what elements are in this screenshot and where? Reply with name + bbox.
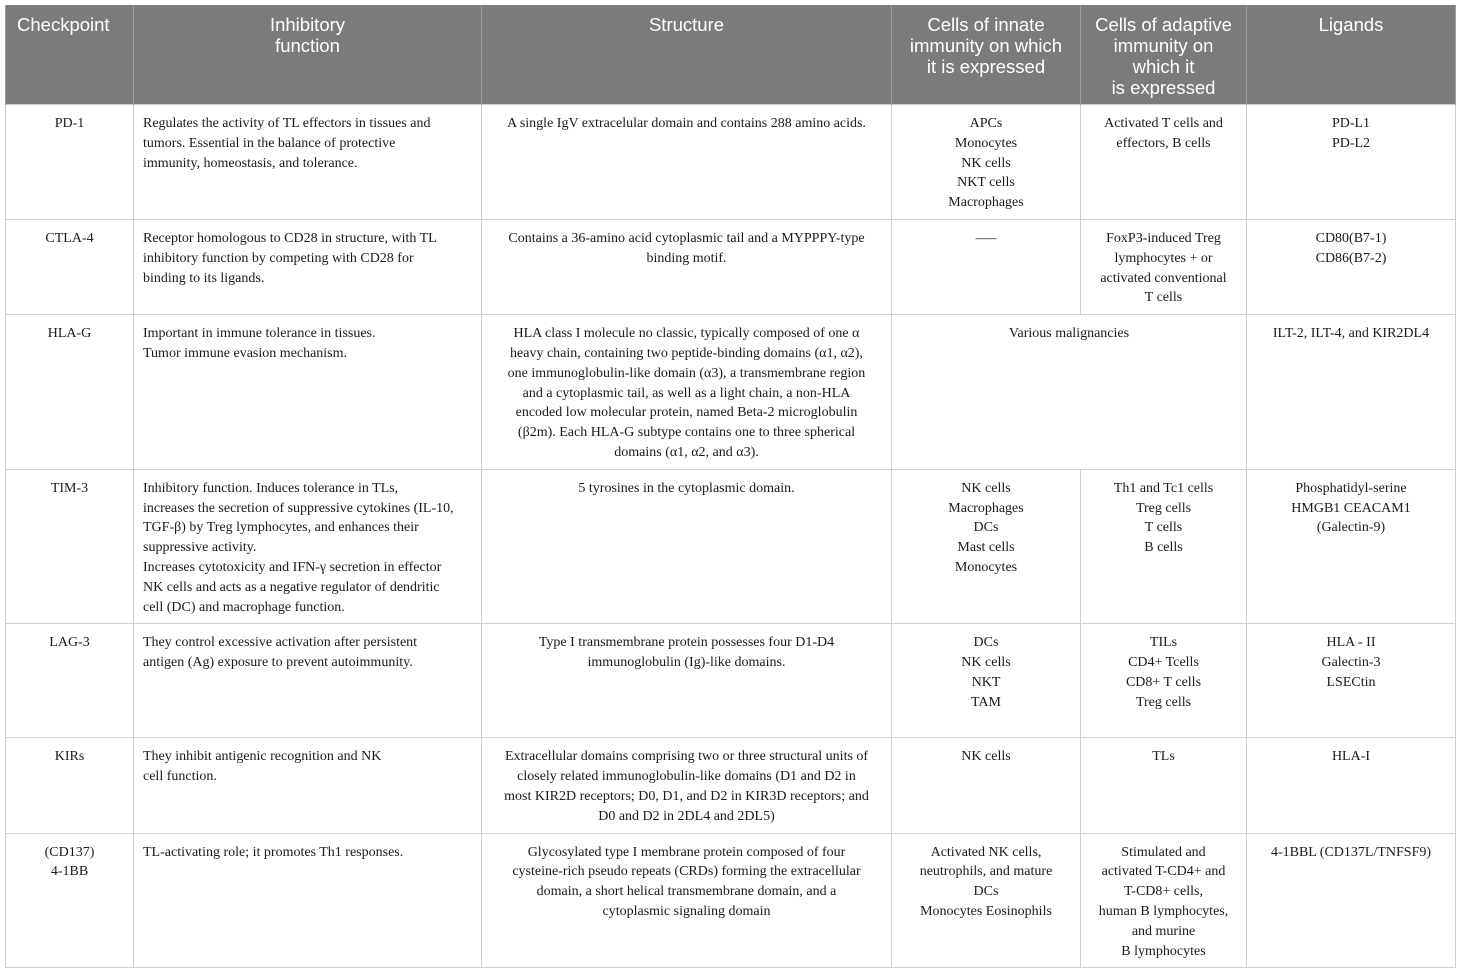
cell-structure: HLA class I molecule no classic, typically composed of one α heavy chain, containing two peptide-binding domains (α1, α2), one immunoglobulin-like domain (α3), a transmembrane region and a cytoplasmic tail, as well as a light chain, a non-HLA encoded low molecular protein, named Beta-2 microglobulin (β2m). Each HLA-G subtype contains one to three spherical domains (α1, α2, and α3).	[482, 315, 892, 470]
cell-checkpoint: (CD137) 4-1BB	[6, 833, 134, 968]
cell-innate: —–	[892, 219, 1081, 314]
table-row	[6, 315, 1456, 470]
cell-structure: Contains a 36-amino acid cytoplasmic tail and a MYPPPY-type binding motif.	[482, 219, 892, 314]
table-row	[6, 738, 1456, 833]
cell-innate: NK cells	[892, 738, 1081, 833]
cell-adaptive: Stimulated and activated T-CD4+ and T-CD8+ cells, human B lymphocytes, and murine B lymphocytes	[1081, 833, 1247, 968]
cell-innate: NK cells Macrophages DCs Mast cells Monocytes	[892, 469, 1081, 624]
cell-adaptive: TILs CD4+ Tcells CD8+ T cells Treg cells	[1081, 624, 1247, 738]
table-row	[6, 219, 1456, 314]
cell-function: Important in immune tolerance in tissues. Tumor immune evasion mechanism.	[134, 315, 482, 470]
table-row	[6, 833, 1456, 968]
cell-structure: Type I transmembrane protein possesses four D1-D4 immunoglobulin (Ig)-like domains.	[482, 624, 892, 738]
cell-structure: Extracellular domains comprising two or three structural units of closely related immunoglobulin-like domains (D1 and D2 in most KIR2D receptors; D0, D1, and D2 in KIR3D receptors; and D0 and D2 in 2DL4 and 2DL5)	[482, 738, 892, 833]
cell-ligands: Phosphatidyl-serine HMGB1 CEACAM1 (Galectin-9)	[1247, 469, 1456, 624]
cell-ligands: 4-1BBL (CD137L/TNFSF9)	[1247, 833, 1456, 968]
cell-checkpoint: PD-1	[6, 105, 134, 220]
cell-innate: Activated NK cells, neutrophils, and mature DCs Monocytes Eosinophils	[892, 833, 1081, 968]
header-inhibitory-function: Inhibitory function	[134, 5, 482, 105]
table-row	[6, 105, 1456, 220]
cell-function: Inhibitory function. Induces tolerance in TLs, increases the secretion of suppressive cytokines (IL-10, TGF-β) by Treg lymphocytes, and enhances their suppressive activity. Increases cytotoxicity and IFN-γ secretion in effector NK cells and acts as a negative regulator of dendritic cell (DC) and macrophage function.	[134, 469, 482, 624]
cell-ligands: PD-L1 PD-L2	[1247, 105, 1456, 220]
cell-ligands: HLA-I	[1247, 738, 1456, 833]
table-header	[6, 5, 1456, 105]
cell-function: They control excessive activation after persistent antigen (Ag) exposure to prevent autoimmunity.	[134, 624, 482, 738]
cell-function: Regulates the activity of TL effectors in tissues and tumors. Essential in the balance of protective immunity, homeostasis, and tolerance.	[134, 105, 482, 220]
immune-checkpoint-table	[5, 5, 1456, 968]
header-checkpoint: Checkpoint	[6, 5, 134, 105]
header-ligands: Ligands	[1247, 5, 1456, 105]
header-row	[6, 5, 1456, 105]
cell-innate: APCs Monocytes NK cells NKT cells Macrophages	[892, 105, 1081, 220]
cell-adaptive: Th1 and Tc1 cells Treg cells T cells B cells	[1081, 469, 1247, 624]
cell-checkpoint: HLA-G	[6, 315, 134, 470]
cell-adaptive: TLs	[1081, 738, 1247, 833]
cell-function: TL-activating role; it promotes Th1 responses.	[134, 833, 482, 968]
table-body	[6, 105, 1456, 968]
table-row	[6, 624, 1456, 738]
cell-checkpoint: LAG-3	[6, 624, 134, 738]
cell-adaptive: FoxP3-induced Treg lymphocytes + or activated conventional T cells	[1081, 219, 1247, 314]
cell-expression-merged: Various malignancies	[892, 315, 1247, 470]
cell-checkpoint: CTLA-4	[6, 219, 134, 314]
cell-structure: Glycosylated type I membrane protein composed of four cysteine-rich pseudo repeats (CRDs) forming the extracellular domain, a short helical transmembrane domain, and a cytoplasmic signaling domain	[482, 833, 892, 968]
cell-ligands: HLA - II Galectin-3 LSECtin	[1247, 624, 1456, 738]
cell-checkpoint: KIRs	[6, 738, 134, 833]
cell-adaptive: Activated T cells and effectors, B cells	[1081, 105, 1247, 220]
header-adaptive-cells: Cells of adaptive immunity on which it is expressed	[1081, 5, 1247, 105]
cell-structure: 5 tyrosines in the cytoplasmic domain.	[482, 469, 892, 624]
header-structure: Structure	[482, 5, 892, 105]
cell-function: Receptor homologous to CD28 in structure, with TL inhibitory function by competing with CD28 for binding to its ligands.	[134, 219, 482, 314]
cell-checkpoint: TIM-3	[6, 469, 134, 624]
cell-ligands: ILT-2, ILT-4, and KIR2DL4	[1247, 315, 1456, 470]
header-innate-cells: Cells of innate immunity on which it is expressed	[892, 5, 1081, 105]
cell-function: They inhibit antigenic recognition and NK cell function.	[134, 738, 482, 833]
checkpoint-table-container	[5, 5, 1455, 968]
cell-innate: DCs NK cells NKT TAM	[892, 624, 1081, 738]
table-row	[6, 469, 1456, 624]
cell-structure: A single IgV extracelular domain and contains 288 amino acids.	[482, 105, 892, 220]
cell-ligands: CD80(B7-1) CD86(B7-2)	[1247, 219, 1456, 314]
